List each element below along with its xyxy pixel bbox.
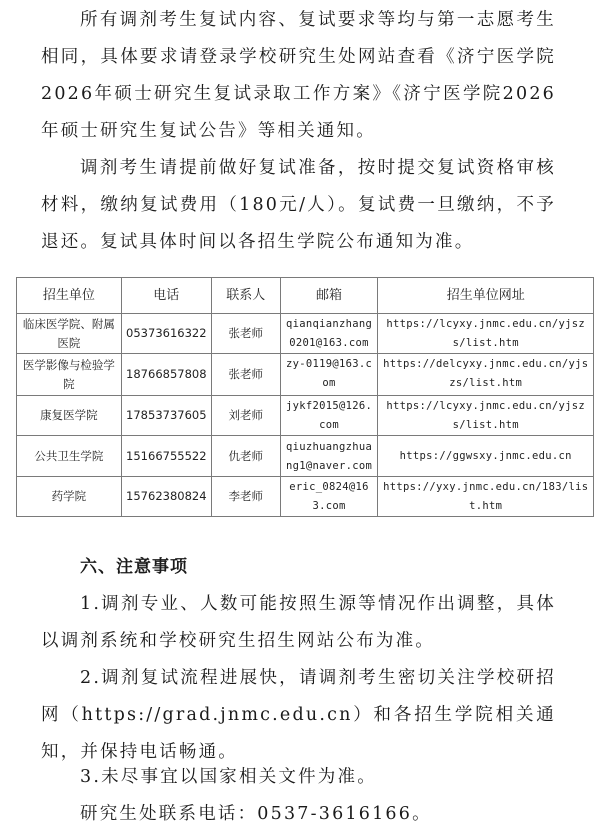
table-row	[17, 477, 594, 517]
table-row	[17, 314, 594, 354]
paragraph-retest-preparation: 调剂考生请提前做好复试准备，按时提交复试资格审核材料，缴纳复试费用（180元/人）。复试费一旦缴纳，不予退还。复试具体时间以各招生学院公布通知为准。	[41, 158, 556, 252]
cell-unit: 公共卫生学院	[17, 436, 122, 477]
cell-contact: 刘老师	[211, 396, 280, 436]
header-unit: 招生单位	[17, 278, 122, 314]
contact-phone-line: 研究生处联系电话：0537-3616166。	[80, 804, 432, 824]
table-row	[17, 436, 594, 477]
header-url: 招生单位网址	[378, 278, 594, 314]
note-item-2: 2.调剂复试流程进展快，请调剂考生密切关注学校研招网（https://grad.jnmc.edu.cn）和各招生学院相关通知，并保持电话畅通。	[41, 668, 556, 762]
cell-contact: 李老师	[211, 477, 280, 517]
paragraph-retest-requirements: 所有调剂考生复试内容、复试要求等均与第一志愿考生相同，具体要求请登录学校研究生处网站查看《济宁医学院2026年硕士研究生复试录取工作方案》《济宁医学院2026年硕士研究生复试公告》等相关通知。	[41, 10, 556, 141]
cell-email[interactable]: eric_0824@163.com	[280, 477, 378, 517]
cell-email[interactable]: qianqianzhang0201@163.com	[280, 314, 378, 354]
cell-phone: 15762380824	[121, 477, 211, 517]
header-phone: 电话	[121, 278, 211, 314]
cell-contact: 张老师	[211, 354, 280, 396]
header-email: 邮箱	[280, 278, 378, 314]
cell-phone: 17853737605	[121, 396, 211, 436]
cell-email[interactable]: qiuzhuangzhuang1@naver.com	[280, 436, 378, 477]
contacts-table	[16, 277, 594, 517]
cell-unit: 康复医学院	[17, 396, 122, 436]
cell-unit: 药学院	[17, 477, 122, 517]
cell-url[interactable]: https://lcyxy.jnmc.edu.cn/yjszs/list.htm	[378, 396, 594, 436]
cell-email[interactable]: jykf2015@126.com	[280, 396, 378, 436]
cell-url[interactable]: https://yxy.jnmc.edu.cn/183/list.htm	[378, 477, 594, 517]
cell-url[interactable]: https://lcyxy.jnmc.edu.cn/yjszs/list.htm	[378, 314, 594, 354]
cell-url[interactable]: https://ggwsxy.jnmc.edu.cn	[378, 436, 594, 477]
cell-unit: 临床医学院、附属医院	[17, 314, 122, 354]
note-item-3: 3.未尽事宜以国家相关文件为准。	[80, 767, 377, 787]
cell-contact: 仇老师	[211, 436, 280, 477]
cell-email[interactable]: zy-0119@163.com	[280, 354, 378, 396]
table-header-row	[17, 278, 594, 314]
table-row	[17, 354, 594, 396]
note-item-1: 1.调剂专业、人数可能按照生源等情况作出调整，具体以调剂系统和学校研究生招生网站公布为准。	[41, 594, 556, 651]
table-row	[17, 396, 594, 436]
header-contact: 联系人	[211, 278, 280, 314]
cell-phone: 18766857808	[121, 354, 211, 396]
cell-phone: 15166755522	[121, 436, 211, 477]
cell-phone: 05373616322	[121, 314, 211, 354]
section-heading-notes: 六、注意事项	[80, 557, 188, 577]
cell-contact: 张老师	[211, 314, 280, 354]
cell-unit: 医学影像与检验学院	[17, 354, 122, 396]
cell-url[interactable]: https://delcyxy.jnmc.edu.cn/yjszs/list.htm	[378, 354, 594, 396]
